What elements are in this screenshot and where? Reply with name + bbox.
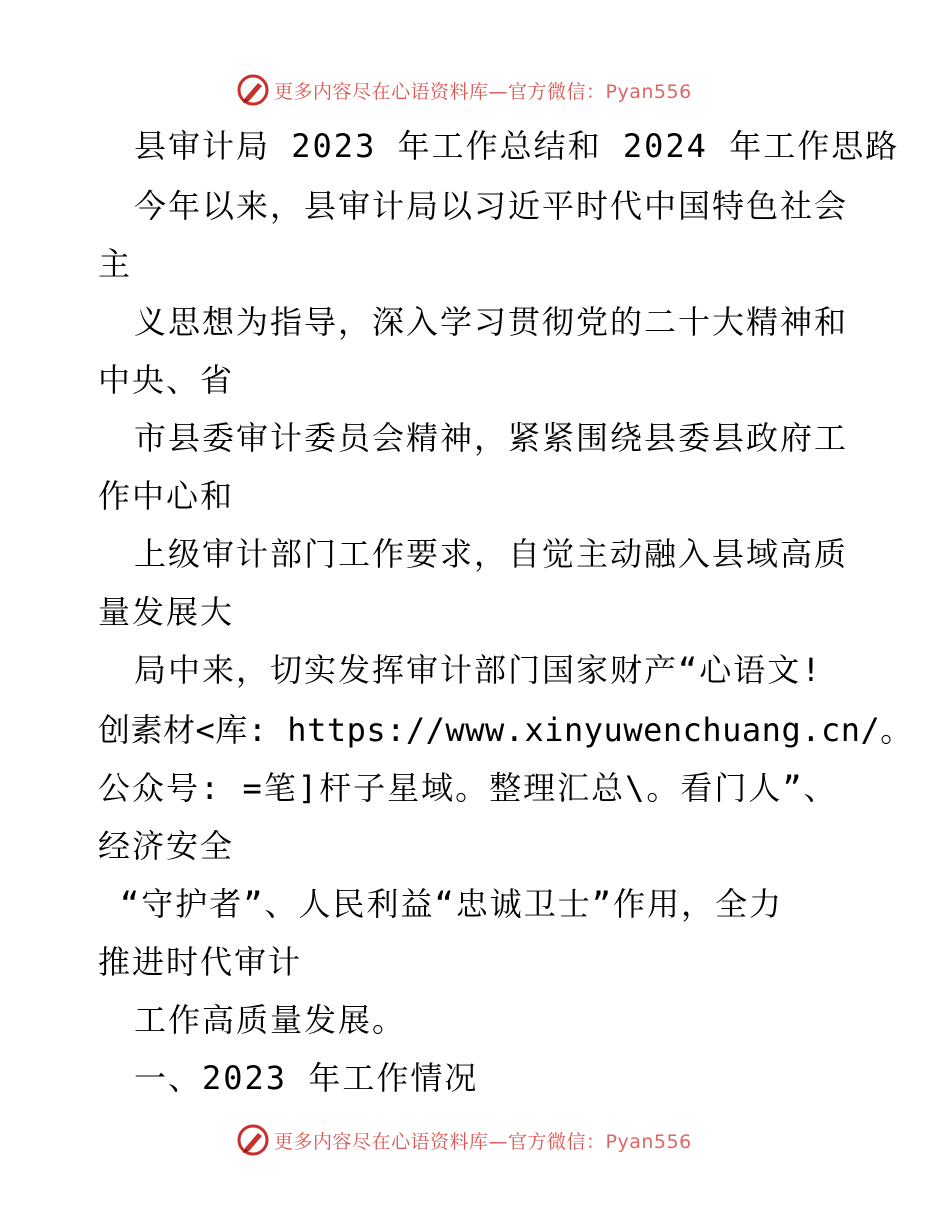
paragraph-line: 作中心和	[98, 477, 235, 515]
paragraph-line: 今年以来，县审计局以习近平时代中国特色社会	[134, 187, 849, 225]
paragraph-line: 中央、省	[98, 361, 235, 399]
paragraph-line: 公众号: =笔]杆子星域。整理汇总\。看门人”、	[98, 769, 838, 807]
footer-watermark	[236, 1122, 692, 1158]
paragraph-line: “守护者”、人民利益“忠诚卫士”作用，全力	[120, 885, 784, 923]
section-heading: 一、2023 年工作情况	[134, 1059, 479, 1097]
paragraph-line: 创素材<库: https://www.xinyuwenchuang.cn/。	[98, 711, 913, 749]
paragraph-line: 经济安全	[98, 827, 235, 865]
paragraph-line: 工作高质量发展。	[134, 1001, 407, 1039]
watermark-text: 更多内容尽在心语资料库—官方微信：Pyan556	[274, 1130, 692, 1153]
paragraph-line: 主	[98, 245, 133, 283]
header-watermark	[236, 72, 692, 108]
paragraph-line: 量发展大	[98, 593, 235, 631]
pen-logo-icon	[236, 73, 270, 107]
paragraph-line: 上级审计部门工作要求，自觉主动融入县域高质	[134, 535, 849, 573]
paragraph-line: 推进时代审计	[98, 943, 303, 981]
paragraph-line: 义思想为指导，深入学习贯彻党的二十大精神和	[134, 303, 849, 341]
paragraph-line: 局中来，切实发挥审计部门国家财产“心语文!	[134, 651, 823, 689]
pen-logo-icon	[236, 1123, 270, 1157]
paragraph-line: 市县委审计委员会精神，紧紧围绕县委县政府工	[134, 419, 849, 457]
watermark-text: 更多内容尽在心语资料库—官方微信：Pyan556	[274, 80, 692, 103]
document-title: 县审计局 2023 年工作总结和 2024 年工作思路	[134, 127, 900, 165]
